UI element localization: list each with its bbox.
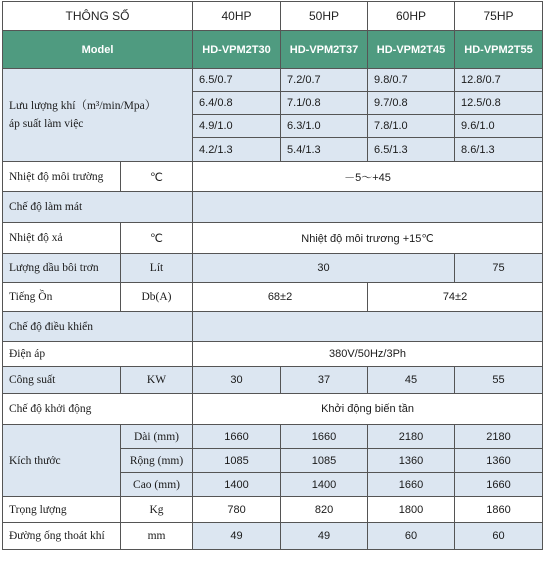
- airflow-label: [3, 69, 193, 162]
- control-mode-value: [193, 312, 543, 342]
- weight-value: 780: [193, 497, 281, 523]
- weight-unit: Kg: [121, 497, 193, 523]
- start-mode-label: Chế độ khởi động: [3, 394, 193, 425]
- voltage-row: [3, 342, 543, 367]
- power-value: 37: [281, 367, 368, 394]
- power-unit: KW: [121, 367, 193, 394]
- dimensions-unit: Rộng (mm): [121, 449, 193, 473]
- dimensions-value: 1660: [193, 425, 281, 449]
- ambient-temp-value: －5～+45: [193, 162, 543, 192]
- dimensions-value: 1660: [455, 473, 543, 497]
- power-value: 30: [193, 367, 281, 394]
- noise-value: 68±2: [193, 283, 368, 312]
- dimensions-value: 1400: [193, 473, 281, 497]
- noise-label: Tiếng Ồn: [3, 283, 121, 312]
- airflow-value: 6.3/1.0: [281, 115, 368, 138]
- airflow-value: 7.2/0.7: [281, 69, 368, 92]
- noise-value: 74±2: [368, 283, 543, 312]
- airflow-value: 7.8/1.0: [368, 115, 455, 138]
- spec-table: [2, 1, 543, 550]
- airflow-value: 7.1/0.8: [281, 92, 368, 115]
- outlet-pipe-value: 49: [193, 523, 281, 550]
- power-label: Công suất: [3, 367, 121, 394]
- weight-value: 1860: [455, 497, 543, 523]
- weight-label: Trọng lượng: [3, 497, 121, 523]
- discharge-temp-row: [3, 223, 543, 254]
- ambient-temp-label: Nhiệt độ môi trường: [3, 162, 121, 192]
- lube-oil-value: 75: [455, 254, 543, 283]
- cooling-mode-row: [3, 192, 543, 223]
- lube-oil-row: [3, 254, 543, 283]
- dimensions-unit: Cao (mm): [121, 473, 193, 497]
- weight-value: 1800: [368, 497, 455, 523]
- model-value: HD-VPM2T30: [193, 31, 281, 69]
- start-mode-row: [3, 394, 543, 425]
- dimensions-value: 1400: [281, 473, 368, 497]
- airflow-label-line2: áp suất làm việc: [9, 118, 84, 130]
- dimensions-value: 1360: [368, 449, 455, 473]
- header-row: [3, 2, 543, 31]
- dimensions-value: 1085: [281, 449, 368, 473]
- voltage-label: Điện áp: [3, 342, 193, 367]
- airflow-value: 12.8/0.7: [455, 69, 543, 92]
- outlet-pipe-label: Đường ống thoát khí: [3, 523, 121, 550]
- start-mode-value: Khởi động biến tần: [193, 394, 543, 425]
- dimensions-value: 2180: [368, 425, 455, 449]
- cooling-mode-value: [193, 192, 543, 223]
- dimensions-row: [3, 425, 543, 449]
- power-value: 45: [368, 367, 455, 394]
- hp-header: 50HP: [281, 2, 368, 31]
- dimensions-label: Kích thước: [3, 425, 121, 497]
- discharge-temp-unit: ℃: [121, 223, 193, 254]
- model-label: Model: [3, 31, 193, 69]
- model-value: HD-VPM2T37: [281, 31, 368, 69]
- hp-header: 40HP: [193, 2, 281, 31]
- dimensions-value: 1085: [193, 449, 281, 473]
- ambient-temp-row: [3, 162, 543, 192]
- outlet-pipe-value: 49: [281, 523, 368, 550]
- airflow-value: 6.4/0.8: [193, 92, 281, 115]
- airflow-value: 8.6/1.3: [455, 138, 543, 162]
- lube-oil-value: 30: [193, 254, 455, 283]
- discharge-temp-label: Nhiệt độ xả: [3, 223, 121, 254]
- noise-unit: Db(A): [121, 283, 193, 312]
- model-value: HD-VPM2T55: [455, 31, 543, 69]
- lube-oil-unit: Lít: [121, 254, 193, 283]
- cooling-mode-label: Chế độ làm mát: [3, 192, 193, 223]
- voltage-value: 380V/50Hz/3Ph: [193, 342, 543, 367]
- airflow-value: 9.6/1.0: [455, 115, 543, 138]
- outlet-pipe-value: 60: [368, 523, 455, 550]
- power-row: [3, 367, 543, 394]
- outlet-pipe-unit: mm: [121, 523, 193, 550]
- airflow-value: 6.5/1.3: [368, 138, 455, 162]
- airflow-value: 6.5/0.7: [193, 69, 281, 92]
- dimensions-value: 1660: [368, 473, 455, 497]
- dimensions-unit: Dài (mm): [121, 425, 193, 449]
- ambient-temp-unit: ℃: [121, 162, 193, 192]
- weight-value: 820: [281, 497, 368, 523]
- airflow-row: [3, 69, 543, 92]
- noise-row: [3, 283, 543, 312]
- dimensions-value: 1360: [455, 449, 543, 473]
- airflow-value: 12.5/0.8: [455, 92, 543, 115]
- control-mode-label: Chế độ điều khiển: [3, 312, 193, 342]
- model-value: HD-VPM2T45: [368, 31, 455, 69]
- airflow-value: 5.4/1.3: [281, 138, 368, 162]
- airflow-value: 4.2/1.3: [193, 138, 281, 162]
- discharge-temp-value: Nhiệt độ môi trương +15℃: [193, 223, 543, 254]
- airflow-label-line1: Lưu lượng khí（m³/min/Mpa）: [9, 100, 157, 112]
- weight-row: [3, 497, 543, 523]
- outlet-pipe-value: 60: [455, 523, 543, 550]
- hp-header: 75HP: [455, 2, 543, 31]
- airflow-value: 9.8/0.7: [368, 69, 455, 92]
- control-mode-row: [3, 312, 543, 342]
- dimensions-value: 1660: [281, 425, 368, 449]
- model-row: [3, 31, 543, 69]
- hp-header: 60HP: [368, 2, 455, 31]
- airflow-value: 9.7/0.8: [368, 92, 455, 115]
- params-header: THÔNG SỐ: [3, 2, 193, 31]
- airflow-value: 4.9/1.0: [193, 115, 281, 138]
- outlet-pipe-row: [3, 523, 543, 550]
- power-value: 55: [455, 367, 543, 394]
- dimensions-value: 2180: [455, 425, 543, 449]
- lube-oil-label: Lượng dầu bôi trơn: [3, 254, 121, 283]
